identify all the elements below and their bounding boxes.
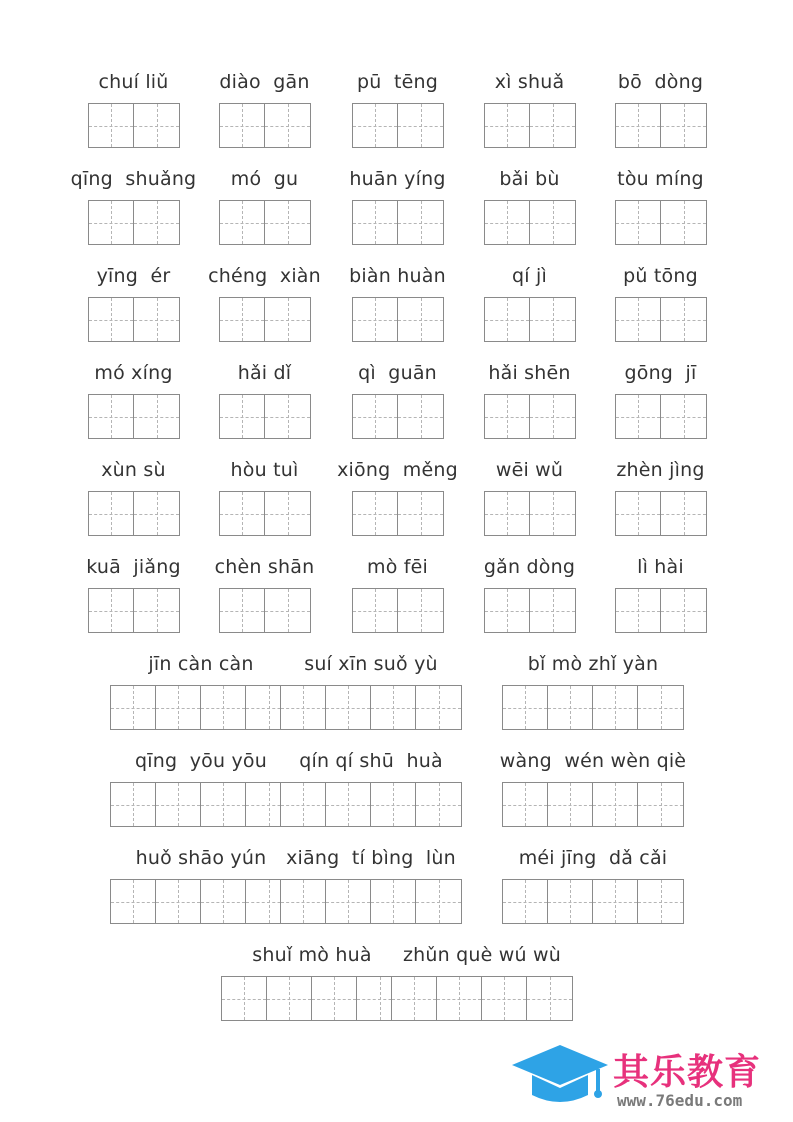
grid-cell[interactable] [111, 783, 156, 826]
grid-cell[interactable] [485, 298, 530, 341]
grid-cell[interactable] [265, 589, 310, 632]
pinyin-label: pǔ tōng [623, 265, 698, 287]
grid-cell[interactable] [485, 201, 530, 244]
grid-cell[interactable] [638, 880, 683, 923]
grid-cell[interactable] [371, 783, 416, 826]
grid-cell[interactable] [503, 880, 548, 923]
pinyin-label: méi jīng dǎ cǎi [518, 847, 668, 869]
grid-cell[interactable] [220, 298, 265, 341]
grid-cell[interactable] [530, 104, 575, 147]
pinyin-label: pū tēng [356, 71, 439, 93]
pinyin-label: gǎn dòng [483, 556, 576, 578]
pinyin-label: zhèn jìng [616, 459, 705, 481]
grid-cell[interactable] [530, 589, 575, 632]
grid-cell[interactable] [503, 686, 548, 729]
grid-cell[interactable] [134, 395, 179, 438]
grid-cell[interactable] [437, 977, 482, 1020]
writing-grid[interactable] [615, 588, 707, 633]
pinyin-label: hòu tuì [230, 459, 299, 481]
grid-cell[interactable] [89, 395, 134, 438]
grid-cell[interactable] [661, 492, 706, 535]
pinyin-label: yīng ér [96, 265, 171, 287]
grid-cell[interactable] [134, 492, 179, 535]
pinyin-label: xiōng měng [337, 459, 458, 481]
grid-cell[interactable] [312, 977, 357, 1020]
grid-cell[interactable] [416, 686, 461, 729]
pinyin-label: mó xíng [94, 362, 173, 384]
grid-cell[interactable] [353, 492, 398, 535]
grid-cell[interactable] [134, 589, 179, 632]
grid-cell[interactable] [661, 589, 706, 632]
pinyin-label: chuí liǔ [98, 71, 169, 93]
writing-grid[interactable] [352, 297, 444, 342]
pinyin-label: mò fēi [366, 556, 429, 578]
writing-grid[interactable] [221, 976, 403, 1021]
pinyin-label: hǎi dǐ [237, 362, 292, 384]
pinyin-label: qín qí shū huà [299, 750, 443, 772]
grid-cell[interactable] [416, 880, 461, 923]
writing-grid[interactable] [502, 782, 684, 827]
grid-cell[interactable] [111, 880, 156, 923]
pinyin-label: qì guān [358, 362, 437, 384]
grid-cell[interactable] [281, 783, 326, 826]
pinyin-label: gōng jī [624, 362, 697, 384]
grid-cell[interactable] [353, 104, 398, 147]
grid-cell[interactable] [616, 104, 661, 147]
grid-cell[interactable] [530, 492, 575, 535]
pinyin-label: bō dòng [617, 71, 704, 93]
grid-cell[interactable] [638, 686, 683, 729]
pinyin-label: shuǐ mò huà [252, 944, 372, 966]
grid-cell[interactable] [220, 589, 265, 632]
grid-cell[interactable] [326, 783, 371, 826]
writing-grid[interactable] [484, 588, 576, 633]
writing-grid[interactable] [110, 879, 292, 924]
pinyin-label: tòu míng [617, 168, 704, 190]
grid-cell[interactable] [265, 298, 310, 341]
writing-grid[interactable] [88, 588, 180, 633]
grid-cell[interactable] [398, 395, 443, 438]
grid-cell[interactable] [201, 880, 246, 923]
grid-cell[interactable] [616, 589, 661, 632]
grid-cell[interactable] [616, 298, 661, 341]
brand-logo [505, 1040, 785, 1115]
pinyin-label: jīn càn càn [148, 653, 254, 675]
pinyin-label: zhǔn què wú wù [403, 944, 561, 966]
writing-grid[interactable] [88, 103, 180, 148]
grid-cell[interactable] [416, 783, 461, 826]
grid-cell[interactable] [220, 395, 265, 438]
pinyin-label: chéng xiàn [208, 265, 321, 287]
grid-cell[interactable] [111, 686, 156, 729]
writing-grid[interactable] [110, 685, 292, 730]
writing-grid[interactable] [219, 103, 311, 148]
grid-cell[interactable] [265, 395, 310, 438]
writing-grid[interactable] [484, 394, 576, 439]
grid-cell[interactable] [638, 783, 683, 826]
writing-grid[interactable] [280, 685, 462, 730]
writing-grid[interactable] [484, 200, 576, 245]
grid-cell[interactable] [398, 298, 443, 341]
writing-grid[interactable] [219, 588, 311, 633]
pinyin-label: xì shuǎ [494, 71, 565, 93]
pinyin-label: hǎi shēn [488, 362, 571, 384]
grid-cell[interactable] [398, 589, 443, 632]
pinyin-label: xiāng tí bìng lùn [286, 847, 456, 869]
grid-cell[interactable] [398, 104, 443, 147]
writing-grid[interactable] [615, 491, 707, 536]
grid-cell[interactable] [398, 201, 443, 244]
writing-grid[interactable] [88, 394, 180, 439]
grid-cell[interactable] [530, 298, 575, 341]
grid-cell[interactable] [371, 880, 416, 923]
pinyin-label: huān yíng [349, 168, 446, 190]
grid-cell[interactable] [392, 977, 437, 1020]
grid-cell[interactable] [353, 395, 398, 438]
grid-cell[interactable] [156, 783, 201, 826]
grid-cell[interactable] [485, 492, 530, 535]
writing-grid[interactable] [352, 588, 444, 633]
writing-grid[interactable] [219, 394, 311, 439]
brand-url: www.76edu.com [617, 1091, 743, 1110]
grid-cell[interactable] [482, 977, 527, 1020]
grid-cell[interactable] [530, 201, 575, 244]
pinyin-label: kuā jiǎng [86, 556, 181, 578]
grid-cell[interactable] [661, 395, 706, 438]
grid-cell[interactable] [661, 298, 706, 341]
grid-cell[interactable] [134, 104, 179, 147]
writing-grid[interactable] [352, 394, 444, 439]
writing-grid[interactable] [484, 297, 576, 342]
grid-cell[interactable] [353, 298, 398, 341]
writing-grid[interactable] [219, 297, 311, 342]
grid-cell[interactable] [201, 686, 246, 729]
grid-cell[interactable] [220, 104, 265, 147]
brand-name: 其乐教育 [613, 1052, 762, 1093]
grid-cell[interactable] [371, 686, 416, 729]
writing-grid[interactable] [352, 491, 444, 536]
grid-cell[interactable] [548, 686, 593, 729]
writing-grid[interactable] [615, 200, 707, 245]
grid-cell[interactable] [89, 589, 134, 632]
grid-cell[interactable] [616, 201, 661, 244]
pinyin-label: wàng wén wèn qiè [499, 750, 687, 772]
pinyin-label: mó gu [230, 168, 299, 190]
grid-cell[interactable] [134, 201, 179, 244]
writing-grid[interactable] [615, 394, 707, 439]
writing-grid[interactable] [502, 879, 684, 924]
pinyin-label: diào gān [219, 71, 310, 93]
pinyin-label: qí jì [512, 265, 547, 287]
writing-grid[interactable] [88, 297, 180, 342]
grid-cell[interactable] [616, 395, 661, 438]
writing-grid[interactable] [110, 782, 292, 827]
writing-grid[interactable] [88, 200, 180, 245]
grid-cell[interactable] [548, 880, 593, 923]
grid-cell[interactable] [661, 104, 706, 147]
grid-cell[interactable] [89, 104, 134, 147]
grid-cell[interactable] [398, 492, 443, 535]
grid-cell[interactable] [503, 783, 548, 826]
writing-grid[interactable] [280, 879, 462, 924]
grid-cell[interactable] [156, 880, 201, 923]
pinyin-label: suí xīn suǒ yù [304, 653, 438, 675]
grid-cell[interactable] [661, 201, 706, 244]
grid-cell[interactable] [326, 686, 371, 729]
pinyin-label: xùn sù [101, 459, 166, 481]
writing-grid[interactable] [88, 491, 180, 536]
writing-grid[interactable] [484, 491, 576, 536]
grid-cell[interactable] [89, 298, 134, 341]
grid-cell[interactable] [220, 201, 265, 244]
grid-cell[interactable] [593, 880, 638, 923]
writing-grid[interactable] [352, 103, 444, 148]
pinyin-label: wēi wǔ [495, 459, 564, 481]
grid-cell[interactable] [267, 977, 312, 1020]
grid-cell[interactable] [265, 492, 310, 535]
graduation-cap-icon [510, 1043, 610, 1113]
grid-cell[interactable] [593, 686, 638, 729]
grid-cell[interactable] [616, 492, 661, 535]
writing-grid[interactable] [219, 491, 311, 536]
writing-grid[interactable] [352, 200, 444, 245]
pinyin-label: lì hài [637, 556, 684, 578]
grid-cell[interactable] [485, 395, 530, 438]
writing-grid[interactable] [615, 103, 707, 148]
grid-cell[interactable] [134, 298, 179, 341]
pinyin-label: huǒ shāo yún [135, 847, 267, 869]
grid-cell[interactable] [593, 783, 638, 826]
pinyin-label: biàn huàn [349, 265, 446, 287]
grid-cell[interactable] [548, 783, 593, 826]
grid-cell[interactable] [527, 977, 572, 1020]
grid-cell[interactable] [156, 686, 201, 729]
writing-grid[interactable] [502, 685, 684, 730]
grid-cell[interactable] [281, 686, 326, 729]
grid-cell[interactable] [281, 880, 326, 923]
writing-grid[interactable] [219, 200, 311, 245]
pinyin-label: chèn shān [214, 556, 315, 578]
writing-grid[interactable] [280, 782, 462, 827]
writing-grid[interactable] [391, 976, 573, 1021]
grid-cell[interactable] [89, 201, 134, 244]
pinyin-label: bǎi bù [499, 168, 560, 190]
grid-cell[interactable] [485, 589, 530, 632]
writing-grid[interactable] [615, 297, 707, 342]
grid-cell[interactable] [326, 880, 371, 923]
grid-cell[interactable] [353, 589, 398, 632]
grid-cell[interactable] [201, 783, 246, 826]
grid-cell[interactable] [485, 104, 530, 147]
grid-cell[interactable] [220, 492, 265, 535]
pinyin-label: bǐ mò zhǐ yàn [527, 653, 659, 675]
grid-cell[interactable] [265, 201, 310, 244]
grid-cell[interactable] [530, 395, 575, 438]
grid-cell[interactable] [353, 201, 398, 244]
pinyin-label: qīng yōu yōu [135, 750, 267, 772]
grid-cell[interactable] [89, 492, 134, 535]
grid-cell[interactable] [222, 977, 267, 1020]
writing-grid[interactable] [484, 103, 576, 148]
grid-cell[interactable] [265, 104, 310, 147]
pinyin-label: qīng shuǎng [70, 168, 197, 190]
